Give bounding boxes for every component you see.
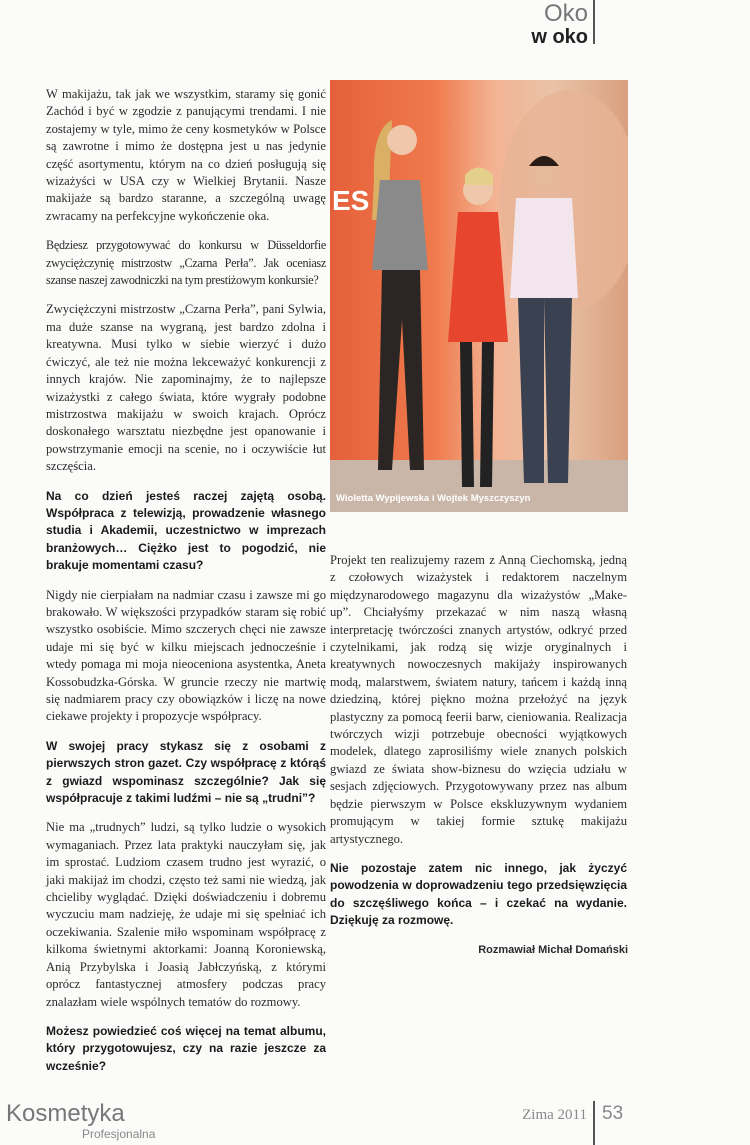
section-title-line1: Oko (543, 0, 588, 27)
answer-paragraph: Nigdy nie cierpiałam na nadmiar czasu i zawsze mi go brakowało. W większości przypadków staram się robić wszystko osobiście. Mimo szczerych chęci nie zawsze udaje mi się być w kilku miejscach jednocześnie i wtedy pomaga mi moja nieoceniona asystentka, Aneta Kossobudzka-Górska. W gruncie rzeczy nie martwię się nadmiarem pracy czy obowiązków i liczę na nowe ciekawe projekty i propozycje współpracy. (46, 587, 326, 724)
page-number: 53 (602, 1103, 624, 1125)
right-column (330, 552, 627, 930)
right-area (330, 80, 628, 956)
author-signature: Rozmawiał Michał Domański (478, 943, 628, 956)
photo-caption: Wioletta Wypijewska i Wojtek Myszczyszyn (336, 493, 531, 504)
magazine-brand: Kosmetyka (6, 1100, 125, 1128)
answer-paragraph: W makijażu, tak jak we wszystkim, staramy się gonić Zachód i być w zgodzie z panującymi trendami. I nie zostajemy w tyle, mimo że ceny kosmetyków w Polsce są zawrotne i mimo że dostępna jest u nas jedynie część asortymentu, którym na co dzień posługują się wizażyści w USA czy w Wielkiej Brytanii. Nasze makijaże są bardzo staranne, a szczególną uwagę zwracamy na perfekcyjne wykończenie oka. (46, 87, 326, 223)
question-paragraph: Na co dzień jesteś raczej zajętą osobą. Współpraca z telewizją, prowadzenie własnego studia i Akademii, uczestnictwo w imprezach branżowych… Ciężko jest to pogodzić, nie brakuje momentami czasu? (46, 488, 326, 573)
left-column (46, 80, 326, 1087)
question-paragraph: W swojej pracy stykasz się z osobami z pierwszych stron gazet. Czy współpracę z którąś z gwiazd wspominasz szczególnie? Jak się współpracuje z takimi ludźmi – nie są „trudni”? (46, 738, 326, 806)
issue-season: Zima 2011 (522, 1107, 587, 1124)
answer-paragraph: Projekt ten realizujemy razem z Anną Ciechomską, jedną z czołowych wizażystek i redaktorem naczelnym międzynarodowego magazynu dla wizażystów „Make-up”. Chciałyśmy przekazać w nim naszą własną interpretację twórczości znanych artystów, odkryć przed czytelnikami, jak rodzą się wizje oryginalnych i kreatywnych nowoczesnych makijaży inspirowanych modą, malarstwem, światem natury, tańcem i każdą inną dziedziną, której piękno można przełożyć na język plastyczny za pomocą feerii barw, cieniowania. Realizacja twórczych wizji potrzebuje obecności wyjątkowych modelek, dlatego zaprosiliśmy wiele znanych polskich gwiazd ze świata show-biznesu do wzięcia udziału w sesjach zdjęciowych. Przygotowywany przez nas album będzie pierwszym w Polsce ekskluzywnym wydaniem promującym w takiej formie sztukę makijażu artystycznego. (330, 553, 627, 846)
question-paragraph: Będziesz przygotowywać do konkursu w Düsseldorfie zwyciężczynię mistrzostw „Czarna Perła”. Jak oceniasz szanse naszej zawodniczki na tym prestiżowym konkursie? (46, 238, 326, 288)
photo-illustration (330, 80, 628, 512)
answer-paragraph: Nie ma „trudnych” ludzi, są tylko ludzie o wysokich wymaganiach. Przez lata praktyki nauczyłam się, jak im sprostać. Ludziom czasem trudno jest wyrazić, o jaki makijaż im chodzi, często też sami nie wiedzą, jak chcieliby wyglądać. Dzięki doświadczeniu i dobremu wyczuciu mam nadzieję, że udaje mi się spełniać ich oczekiwania. Szalenie miło wspominam współpracę z kilkoma świetnymi aktorkami: Joanną Koroniewską, Anią Przybylska i Joasią Jabłczyńską, z którymi oprócz fantastycznej atmosfery podczas pracy znalazłam wiele wspólnych tematów do rozmowy. (46, 820, 326, 1009)
question-paragraph: Nie pozostaje zatem nic innego, jak życzyć powodzenia w doprowadzeniu tego przedsięwzięcia do szczęśliwego końca – i czekać na wydanie. Dziękuję za rozmowę. (330, 860, 627, 928)
banner-text: ES (332, 185, 370, 216)
article-body (0, 80, 750, 1087)
footer-divider (593, 1101, 595, 1145)
magazine-brand-subtitle: Profesjonalna (82, 1127, 156, 1142)
section-header (0, 0, 750, 80)
page-footer (0, 1101, 750, 1145)
question-paragraph: Możesz powiedzieć coś więcej na temat albumu, który przygotowujesz, czy na razie jeszcze za wcześnie? (46, 1023, 326, 1073)
section-title-line2: w oko (531, 26, 588, 48)
answer-paragraph: Zwyciężczyni mistrzostw „Czarna Perła”, pani Sylwia, ma duże szanse na wygraną, jest bardzo zdolna i kreatywna. Musi tylko w siebie wierzyć i dużo ćwiczyć, ale też nie można lekceważyć konkurencji z innych krajów. Nie zapominajmy, że to najlepsze wizażystki z całego świata, które wygrały podobne mistrzostwa makijażu w swoich krajach. Oprócz doskonałego warsztatu niezbędne jest opanowanie i powstrzymanie emocji na scenie, no i oczywiście łut szczęścia. (46, 302, 326, 474)
header-divider (593, 0, 595, 44)
event-photo (330, 80, 628, 512)
